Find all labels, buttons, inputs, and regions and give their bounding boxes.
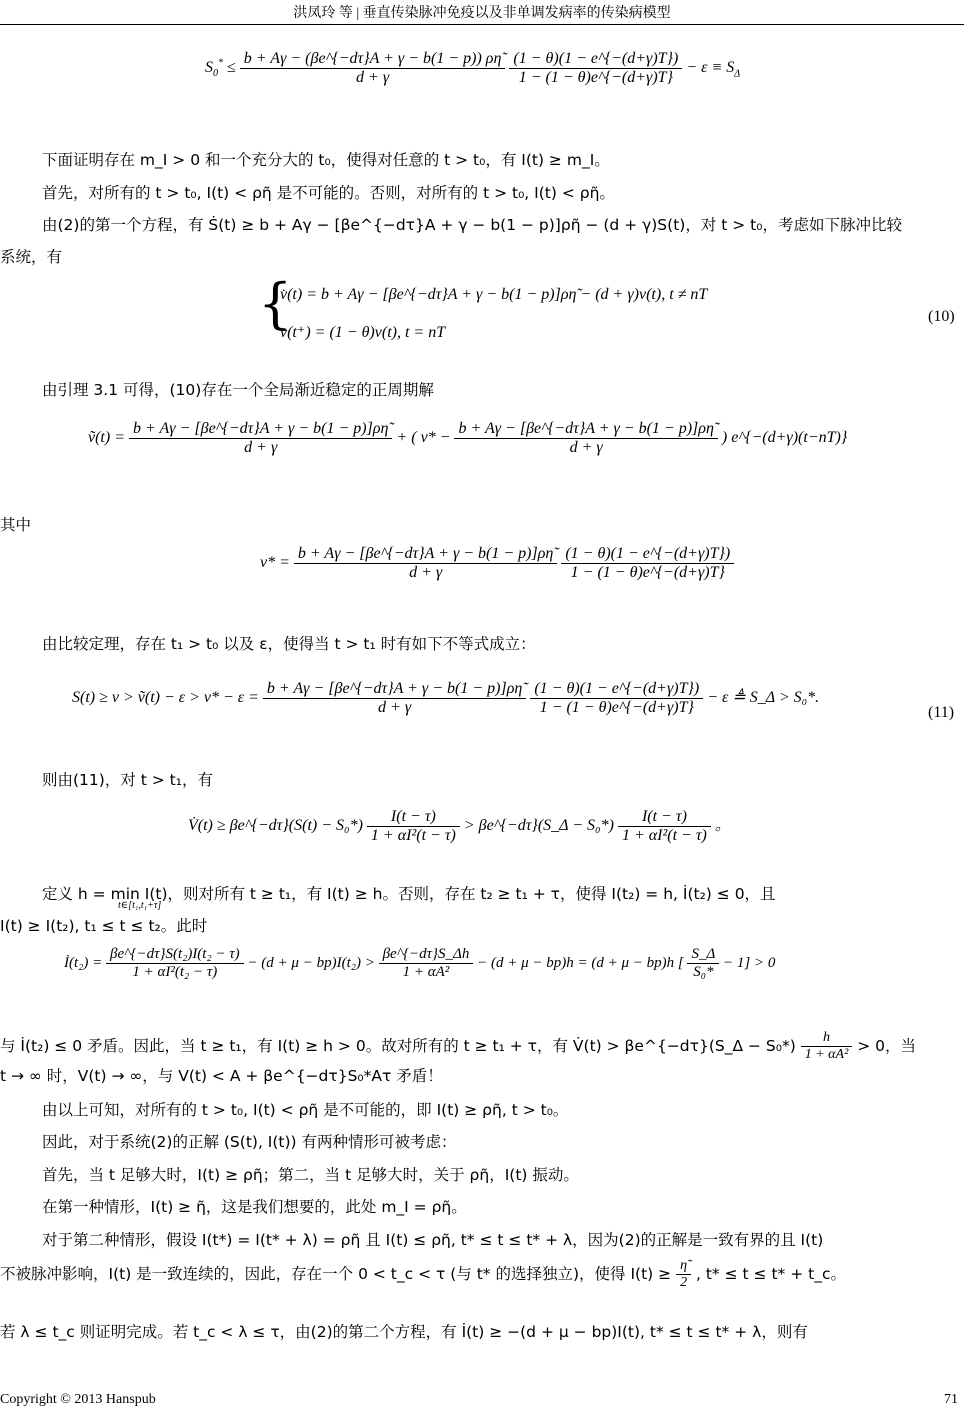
- system-brace: {: [258, 272, 293, 335]
- paragraph-2: 首先，对所有的 t > t₀, I(t) < ρη̃ 是不可能的。否则，对所有的 t > t₀, I(t) < ρη̃。: [42, 184, 615, 202]
- paragraph-16: 若 λ ≤ t_c 则证明完成。若 t_c < λ ≤ τ，由(2)的第二个方程，有 İ(t) ≥ −(d + μ − bp)I(t), t* ≤ t ≤ t* + λ，则有: [0, 1323, 808, 1341]
- equation-s0: $S_0^*$ ≤ $\frac{b + A\gamma - (\beta e\^{}\{-d\tau\}A + \gamma - b(1 - p)) \rho\etã}{d + \gamma}$ $\frac{(1 - \theta)(1 - e\^{}\{-(d+\gamma)T\})}{1 - (1 - \theta)e\^{}\{-(d+\gamma)T\}}$ − $\varepsilon \equiv S_\Delta$: [205, 50, 741, 86]
- paragraph-12: 首先，当 t 足够大时，I(t) ≥ ρη̃；第二，当 t 足够大时，关于 ρη̃，I(t) 振动。: [42, 1166, 579, 1184]
- equation-vdot: V̇(t) ≥ βe^{−dτ}(S(t) − S₀*) $\frac{I(t - \tau)}{\text{1 + αI²(t − τ)}}$ > βe^{−dτ}(S_Δ − S₀*) $\frac{I(t - \tau)}{\text{1 + αI²(t − τ)}}$ 。: [188, 808, 731, 844]
- paragraph-3a: 由(2)的第一个方程，有 Ṡ(t) ≥ b + Aγ − [βe^{−dτ}A + γ − b(1 − p)]ρη̃ − (d + γ)S(t)，对 t > t₀，考虑如下脉冲比较: [42, 216, 902, 234]
- paragraph-15: 不被脉冲影响，I(t) 是一致连续的，因此，存在一个 0 < t_c < τ (与 t* 的选择独立)，使得 I(t) ≥ $\frac{\etã}{2}$ , t* ≤ t ≤ t* + t_c。: [0, 1258, 846, 1290]
- equation-number-10: (10): [928, 308, 955, 325]
- paragraph-7: 则由(11)，对 t > t₁，有: [42, 771, 213, 789]
- paragraph-6: 由比较定理，存在 t₁ > t₀ 以及 ε，使得当 t > t₁ 时有如下不等式成立：: [42, 635, 536, 653]
- footer-copyright: Copyright © 2013 Hanspub: [0, 1392, 156, 1407]
- system-10-line-2: v(t⁺) = (1 − θ)v(t), t = nT: [280, 324, 446, 341]
- paragraph-9b: t → ∞ 时，V(t) → ∞，与 V(t) < A + βe^{−dτ}S₀*Aτ 矛盾！: [0, 1067, 443, 1085]
- paragraph-9a: 与 İ(t₂) ≤ 0 矛盾。因此，当 t ≥ t₁，有 I(t) ≥ h > 0。故对所有的 t ≥ t₁ + τ，有 V̇(t) > βe^{−dτ}(S_Δ − S₀*) $\frac{h}{\text{1 + αA²}}$ > 0，当: [0, 1030, 916, 1062]
- page-header: 洪凤玲 等 | 垂直传染脉冲免疫以及非单调发病率的传染病模型: [293, 6, 671, 21]
- equation-number-11: (11): [928, 704, 955, 721]
- equation-idot: İ(t₂) = $\frac{\text{βe\textasciicircum{}\{−dτ\}S(t₂)I(t₂ − τ)}}{\text{1 + αI²(t₂ − τ)}}$ − (d + μ − bp)I(t₂) > $\frac{\beta e\^{}\{-d\tau\}S\_\Delta h}{\text{1 + αA²}}$ − (d + μ − bp)h = (d + μ − bp)h [ $\frac{S\_\Delta}{\text{S₀*}}$ − 1] > 0: [64, 946, 776, 980]
- equation-11: S(t) ≥ v > ṽ(t) − ε > v* − ε = $\frac{b + A\gamma - [\beta e\^{}\{-d\tau\}A + \gamma - b(1 - p)]\rho\etã}{d + \gamma}$ $\frac{(1 - \theta)(1 - e\^{}\{-(d+\gamma)T\})}{1 - (1 - \theta)e\^{}\{-(d+\gamma)T\}}$ − ε ≜ S_Δ > S₀*.: [72, 680, 820, 716]
- paragraph-11: 因此，对于系统(2)的正解 (S(t), I(t)) 有两种情形可被考虑：: [42, 1133, 457, 1151]
- paragraph-8a: 定义 h = min I(t)，则对所有 t ≥ t₁，有 I(t) ≥ h。否则，存在 t₂ ≥ t₁ + τ，使得 I(t₂) = h, İ(t₂) ≤ 0，且: [42, 885, 776, 903]
- paragraph-13: 在第一种情形，I(t) ≥ η̃，这是我们想要的，此处 m_I = ρη̃。: [42, 1198, 467, 1216]
- eq-s0-frac1: $\frac{b + A\gamma - (\beta e\^{}\{-d\tau\}A + \gamma - b(1 - p)) \rho\etã}{d + \gamma}$: [240, 50, 506, 87]
- header-rule: [0, 24, 964, 25]
- paragraph-10: 由以上可知，对所有的 t > t₀, I(t) < ρη̃ 是不可能的，即 I(t) ≥ ρη̃, t > t₀。: [42, 1101, 569, 1119]
- equation-vtilde: ṽ(t) = $\frac{b + A\gamma - [\beta e\^{}\{-d\tau\}A + \gamma - b(1 - p)]\rho\etã}{d + \gamma}$ + ( v* − $\frac{b + A\gamma - [\beta e\^{}\{-d\tau\}A + \gamma - b(1 - p)]\rho\etã}{d + \gamma}$ ) e^{−(d+γ)(t−nT)}: [88, 420, 848, 456]
- paragraph-3b: 系统，有: [0, 248, 63, 266]
- paragraph-8-subscript: t∈[t₁,t₁+τ]: [118, 900, 162, 911]
- paragraph-5: 其中: [0, 516, 32, 534]
- equation-vstar: v* = $\frac{b + A\gamma - [\beta e\^{}\{-d\tau\}A + \gamma - b(1 - p)]\rho\etã}{d + \gamma}$ $\frac{(1 - \theta)(1 - e\^{}\{-(d+\gamma)T\})}{1 - (1 - \theta)e\^{}\{-(d+\gamma)T\}}$: [260, 545, 734, 582]
- system-10-line-1: v̇(t) = b + Aγ − [βe^{−dτ}A + γ − b(1 − p)]ρη̃ − (d + γ)v(t), t ≠ nT: [280, 286, 708, 303]
- paragraph-1: 下面证明存在 m_I > 0 和一个充分大的 t₀，使得对任意的 t > t₀，有 I(t) ≥ m_I。: [42, 151, 610, 169]
- paragraph-14: 对于第二种情形，假设 I(t*) = I(t* + λ) = ρη̃ 且 I(t) ≤ ρη̃, t* ≤ t ≤ t* + λ，因为(2)的正解是一致有界的且 I(t): [42, 1231, 824, 1249]
- paragraph-8b: I(t) ≥ I(t₂), t₁ ≤ t ≤ t₂。此时: [0, 917, 208, 935]
- eq-s0-lhs: $S_0^*$ ≤: [205, 57, 236, 80]
- footer-page-number: 71: [944, 1392, 958, 1407]
- paragraph-4: 由引理 3.1 可得，(10)存在一个全局渐近稳定的正周期解: [42, 381, 434, 399]
- eq-s0-frac2: $\frac{(1 - \theta)(1 - e\^{}\{-(d+\gamma)T\})}{1 - (1 - \theta)e\^{}\{-(d+\gamma)T\}}$: [509, 50, 682, 87]
